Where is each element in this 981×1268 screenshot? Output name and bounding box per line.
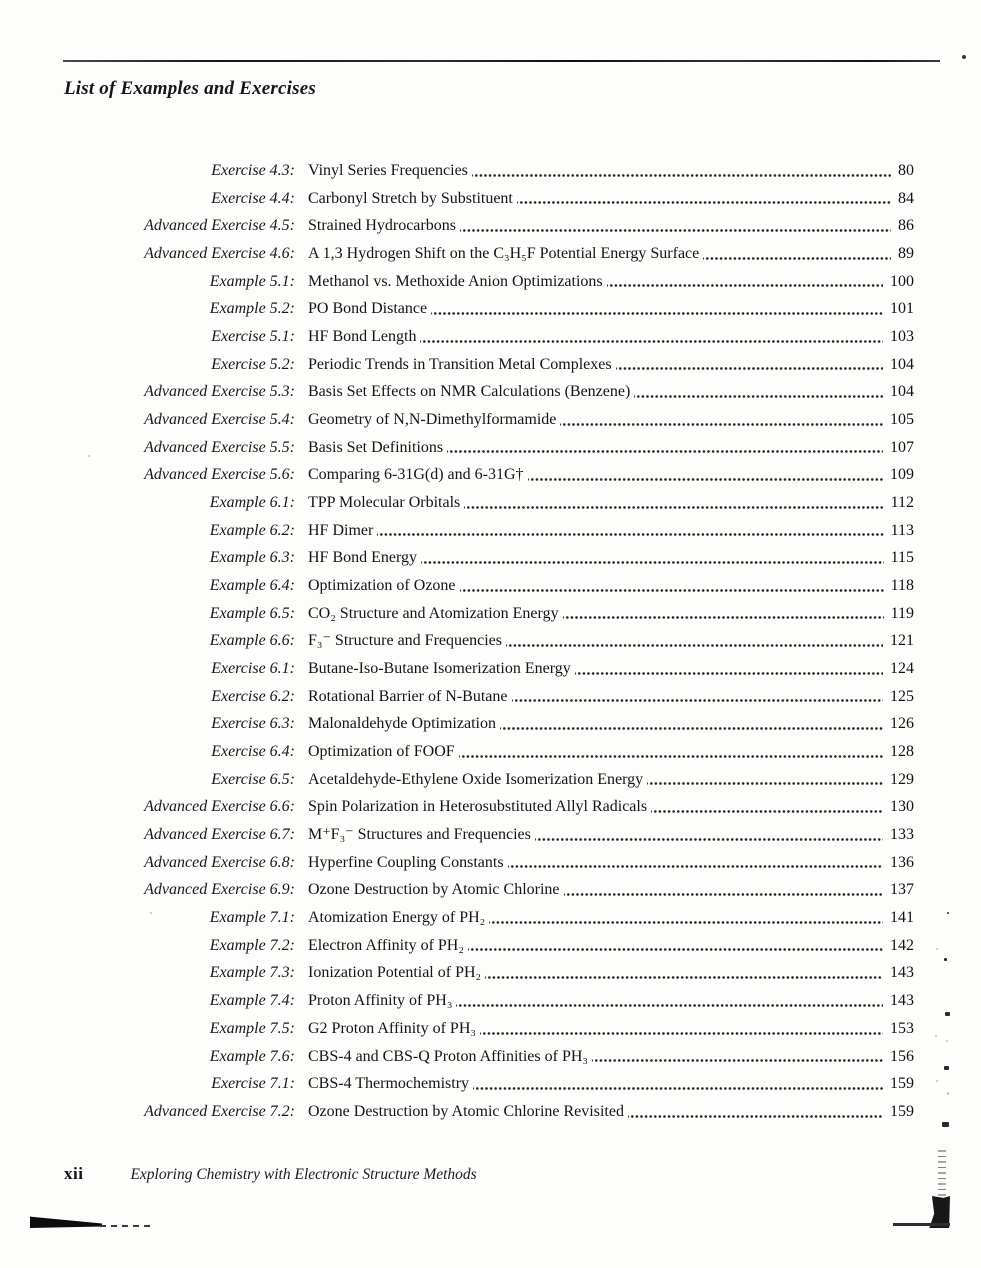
entry-label: Example 7.2: — [209, 936, 295, 954]
entry-label: Example 6.6: — [209, 632, 295, 650]
scan-speck — [936, 1080, 938, 1082]
dot-leader — [500, 710, 883, 738]
dot-leader — [616, 351, 883, 379]
toc-entry — [100, 932, 914, 960]
entry-title: CBS-4 Thermochemistry — [308, 1075, 470, 1093]
entry-label: Example 6.3: — [209, 549, 295, 567]
entry-page-number: 159 — [890, 1075, 914, 1093]
toc-entry — [100, 987, 914, 1015]
scan-speck — [944, 1066, 949, 1070]
entry-label: Example 6.1: — [209, 494, 295, 512]
entry-page-number: 143 — [890, 992, 914, 1010]
dot-leader — [460, 212, 891, 240]
scan-speck — [945, 1012, 950, 1016]
entry-label: Advanced Exercise 5.3: — [144, 383, 295, 401]
toc-entry — [100, 683, 914, 711]
entry-title: Malonaldehyde Optimization — [308, 715, 496, 733]
toc-entry — [100, 627, 914, 655]
entry-label: Exercise 7.1: — [211, 1075, 295, 1093]
entry-title: CO₂ Structure and Atomization Energy — [308, 604, 559, 622]
entry-page-number: 107 — [890, 438, 914, 456]
entry-label: Advanced Exercise 6.7: — [144, 826, 295, 844]
entry-title: Acetaldehyde-Ethylene Oxide Isomerization Energy — [308, 770, 644, 788]
entry-title: CBS-4 and CBS-Q Proton Affinities of PH₃ — [308, 1047, 588, 1065]
entry-page-number: 125 — [890, 687, 914, 705]
entry-page-number: 124 — [890, 660, 914, 678]
entry-page-number: 121 — [890, 632, 914, 650]
toc-entry — [100, 1098, 914, 1126]
entry-title: Basis Set Effects on NMR Calculations (Benzene) — [308, 383, 631, 401]
entry-label: Example 6.5: — [209, 604, 295, 622]
entry-title: Geometry of N,N-Dimethylformamide — [308, 411, 557, 429]
toc-entry — [100, 434, 914, 462]
entry-page-number: 137 — [890, 881, 914, 899]
toc-entry — [100, 157, 914, 185]
running-title: Exploring Chemistry with Electronic Structure Methods — [130, 1166, 477, 1183]
entry-title: Ionization Potential of PH₂ — [308, 964, 482, 982]
entry-page-number: 112 — [890, 494, 914, 512]
dot-leader — [563, 600, 884, 628]
toc-entry — [100, 517, 914, 545]
toc-entry — [100, 572, 914, 600]
entry-title: HF Bond Energy — [308, 549, 418, 567]
scan-speck — [944, 958, 947, 961]
entry-page-number: 113 — [890, 521, 914, 539]
dot-leader — [480, 1015, 883, 1043]
entry-label: Advanced Exercise 5.6: — [144, 466, 295, 484]
entry-label: Exercise 5.2: — [211, 355, 295, 373]
scan-speck — [947, 912, 949, 914]
entry-page-number: 119 — [890, 604, 914, 622]
entry-title: Optimization of Ozone — [308, 577, 456, 595]
entry-label: Example 5.1: — [209, 272, 295, 290]
dot-leader — [628, 1098, 883, 1126]
entry-page-number: 84 — [898, 189, 914, 207]
dot-leader — [459, 738, 883, 766]
dot-leader — [517, 185, 891, 213]
scan-speck — [936, 948, 938, 950]
entry-page-number: 159 — [890, 1102, 914, 1120]
toc-entry — [100, 185, 914, 213]
entry-label: Example 7.3: — [209, 964, 295, 982]
dot-leader — [489, 904, 883, 932]
scan-artifact-bottom-left-wedge — [30, 1216, 102, 1228]
toc-entry — [100, 212, 914, 240]
scan-artifact-bottom-right-line — [893, 1223, 950, 1226]
entry-label: Example 7.6: — [209, 1047, 295, 1065]
dot-leader — [420, 323, 883, 351]
entry-label: Exercise 6.2: — [211, 687, 295, 705]
dot-leader — [456, 987, 883, 1015]
dot-leader — [575, 655, 883, 683]
dot-leader — [592, 1043, 883, 1071]
dot-leader — [607, 268, 883, 296]
entry-label: Example 7.5: — [209, 1019, 295, 1037]
dot-leader — [377, 517, 883, 545]
scan-speck-top-right — [962, 55, 966, 59]
entry-page-number: 100 — [890, 272, 914, 290]
entry-label: Advanced Exercise 4.6: — [144, 245, 295, 263]
entry-page-number: 136 — [890, 853, 914, 871]
toc-entry — [100, 849, 914, 877]
entry-page-number: 128 — [890, 743, 914, 761]
toc-entry — [100, 959, 914, 987]
entry-title: Basis Set Definitions — [308, 438, 444, 456]
toc-entry — [100, 1043, 914, 1071]
scan-speck — [88, 455, 90, 457]
entry-title: Electron Affinity of PH₂ — [308, 936, 464, 954]
dot-leader — [431, 295, 883, 323]
entry-page-number: 103 — [890, 328, 914, 346]
entry-page-number: 118 — [890, 577, 914, 595]
dot-leader — [535, 821, 883, 849]
entry-label: Advanced Exercise 7.2: — [144, 1102, 295, 1120]
dot-leader — [485, 959, 883, 987]
entry-label: Example 6.2: — [209, 521, 295, 539]
dot-leader — [508, 849, 883, 877]
toc-entry — [100, 489, 914, 517]
dot-leader — [468, 932, 883, 960]
toc-entry — [100, 766, 914, 794]
dot-leader — [472, 157, 891, 185]
dot-leader — [651, 793, 883, 821]
entry-page-number: 133 — [890, 826, 914, 844]
toc-entry — [100, 406, 914, 434]
entry-page-number: 141 — [890, 909, 914, 927]
toc-entry — [100, 351, 914, 379]
entry-page-number: 143 — [890, 964, 914, 982]
toc-entry — [100, 710, 914, 738]
dot-leader — [421, 544, 884, 572]
entry-page-number: 86 — [898, 217, 914, 235]
toc-entry — [100, 268, 914, 296]
entry-label: Exercise 6.4: — [211, 743, 295, 761]
entry-title: Ozone Destruction by Atomic Chlorine — [308, 881, 560, 899]
entry-title: PO Bond Distance — [308, 300, 428, 318]
page-footer — [64, 1164, 477, 1184]
scan-speck — [935, 1035, 937, 1037]
entry-page-number: 115 — [890, 549, 914, 567]
entry-title: Rotational Barrier of N-Butane — [308, 687, 508, 705]
entry-title: Periodic Trends in Transition Metal Complexes — [308, 355, 612, 373]
entry-page-number: 129 — [890, 770, 914, 788]
entry-label: Exercise 6.1: — [211, 660, 295, 678]
entry-title: Proton Affinity of PH₃ — [308, 992, 453, 1010]
entry-title: Comparing 6-31G(d) and 6-31G† — [308, 466, 524, 484]
entry-title: F₃⁻ Structure and Frequencies — [308, 632, 502, 650]
scan-speck — [150, 912, 152, 914]
entry-label: Advanced Exercise 6.6: — [144, 798, 295, 816]
entry-title: HF Bond Length — [308, 328, 417, 346]
entry-title: HF Dimer — [308, 521, 374, 539]
entry-label: Advanced Exercise 4.5: — [144, 217, 295, 235]
dot-leader — [564, 876, 883, 904]
toc-entry — [100, 544, 914, 572]
entry-title: Strained Hydrocarbons — [308, 217, 456, 235]
entry-page-number: 104 — [890, 355, 914, 373]
dot-leader — [647, 766, 883, 794]
entry-page-number: 104 — [890, 383, 914, 401]
entry-page-number: 153 — [890, 1019, 914, 1037]
toc-entry — [100, 323, 914, 351]
entry-page-number: 142 — [890, 936, 914, 954]
entry-label: Exercise 4.3: — [211, 162, 295, 179]
scan-artifact-right-streak — [938, 1150, 946, 1202]
entry-label: Example 7.4: — [209, 992, 295, 1010]
entry-label: Example 5.2: — [209, 300, 295, 318]
header-rule — [63, 60, 940, 62]
toc-entry — [100, 1070, 914, 1098]
toc-entry — [100, 904, 914, 932]
toc-list — [100, 157, 914, 1126]
entry-title: Methanol vs. Methoxide Anion Optimizations — [308, 272, 603, 290]
entry-label: Exercise 4.4: — [211, 189, 295, 207]
scan-artifact-bottom-left-tail — [100, 1225, 155, 1227]
scan-speck — [947, 1092, 949, 1095]
entry-title: Ozone Destruction by Atomic Chlorine Revisited — [308, 1102, 624, 1120]
dot-leader — [703, 240, 891, 268]
toc-entry — [100, 240, 914, 268]
toc-entry — [100, 738, 914, 766]
entry-label: Advanced Exercise 6.8: — [144, 853, 295, 871]
entry-label: Exercise 5.1: — [211, 328, 295, 346]
entry-title: Atomization Energy of PH₂ — [308, 909, 486, 927]
toc-entry — [100, 461, 914, 489]
entry-title: Butane-Iso-Butane Isomerization Energy — [308, 660, 571, 678]
entry-title: Optimization of FOOF — [308, 743, 455, 761]
dot-leader — [634, 378, 883, 406]
entry-label: Advanced Exercise 5.5: — [144, 438, 295, 456]
dot-leader — [528, 461, 883, 489]
entry-label: Advanced Exercise 6.9: — [144, 881, 295, 899]
entry-page-number: 101 — [890, 300, 914, 318]
dot-leader — [447, 434, 883, 462]
entry-page-number: 105 — [890, 411, 914, 429]
dot-leader — [464, 489, 883, 517]
entry-page-number: 156 — [890, 1047, 914, 1065]
dot-leader — [512, 683, 884, 711]
dot-leader — [506, 627, 883, 655]
entry-page-number: 126 — [890, 715, 914, 733]
entry-title: M⁺F₃⁻ Structures and Frequencies — [308, 826, 531, 844]
toc-entry — [100, 378, 914, 406]
entry-label: Example 6.4: — [209, 577, 295, 595]
scan-speck — [942, 1122, 949, 1127]
entry-title: G2 Proton Affinity of PH₃ — [308, 1019, 476, 1037]
toc-entry — [100, 793, 914, 821]
entry-title: A 1,3 Hydrogen Shift on the C₃H₅F Potential Energy Surface — [308, 245, 700, 263]
page-title: List of Examples and Exercises — [64, 78, 316, 99]
folio-page-number: xii — [64, 1164, 84, 1183]
entry-title: Spin Polarization in Heterosubstituted Allyl Radicals — [308, 798, 648, 816]
entry-label: Advanced Exercise 5.4: — [144, 411, 295, 429]
entry-title: Hyperfine Coupling Constants — [308, 853, 504, 871]
toc-entry — [100, 295, 914, 323]
dot-leader — [560, 406, 883, 434]
toc-entry — [100, 600, 914, 628]
toc-entry — [100, 821, 914, 849]
toc-entry — [100, 876, 914, 904]
entry-title: Vinyl Series Frequencies — [308, 162, 468, 179]
entry-title: TPP Molecular Orbitals — [308, 494, 461, 512]
dot-leader — [473, 1070, 883, 1098]
dot-leader — [460, 572, 884, 600]
scan-speck — [946, 1040, 948, 1042]
entry-page-number: 89 — [898, 245, 914, 263]
entry-page-number: 80 — [898, 162, 914, 179]
entry-label: Exercise 6.3: — [211, 715, 295, 733]
entry-page-number: 130 — [890, 798, 914, 816]
entry-label: Example 7.1: — [209, 909, 295, 927]
toc-entry — [100, 1015, 914, 1043]
entry-page-number: 109 — [890, 466, 914, 484]
toc-entry — [100, 655, 914, 683]
entry-title: Carbonyl Stretch by Substituent — [308, 189, 513, 207]
entry-label: Exercise 6.5: — [211, 770, 295, 788]
